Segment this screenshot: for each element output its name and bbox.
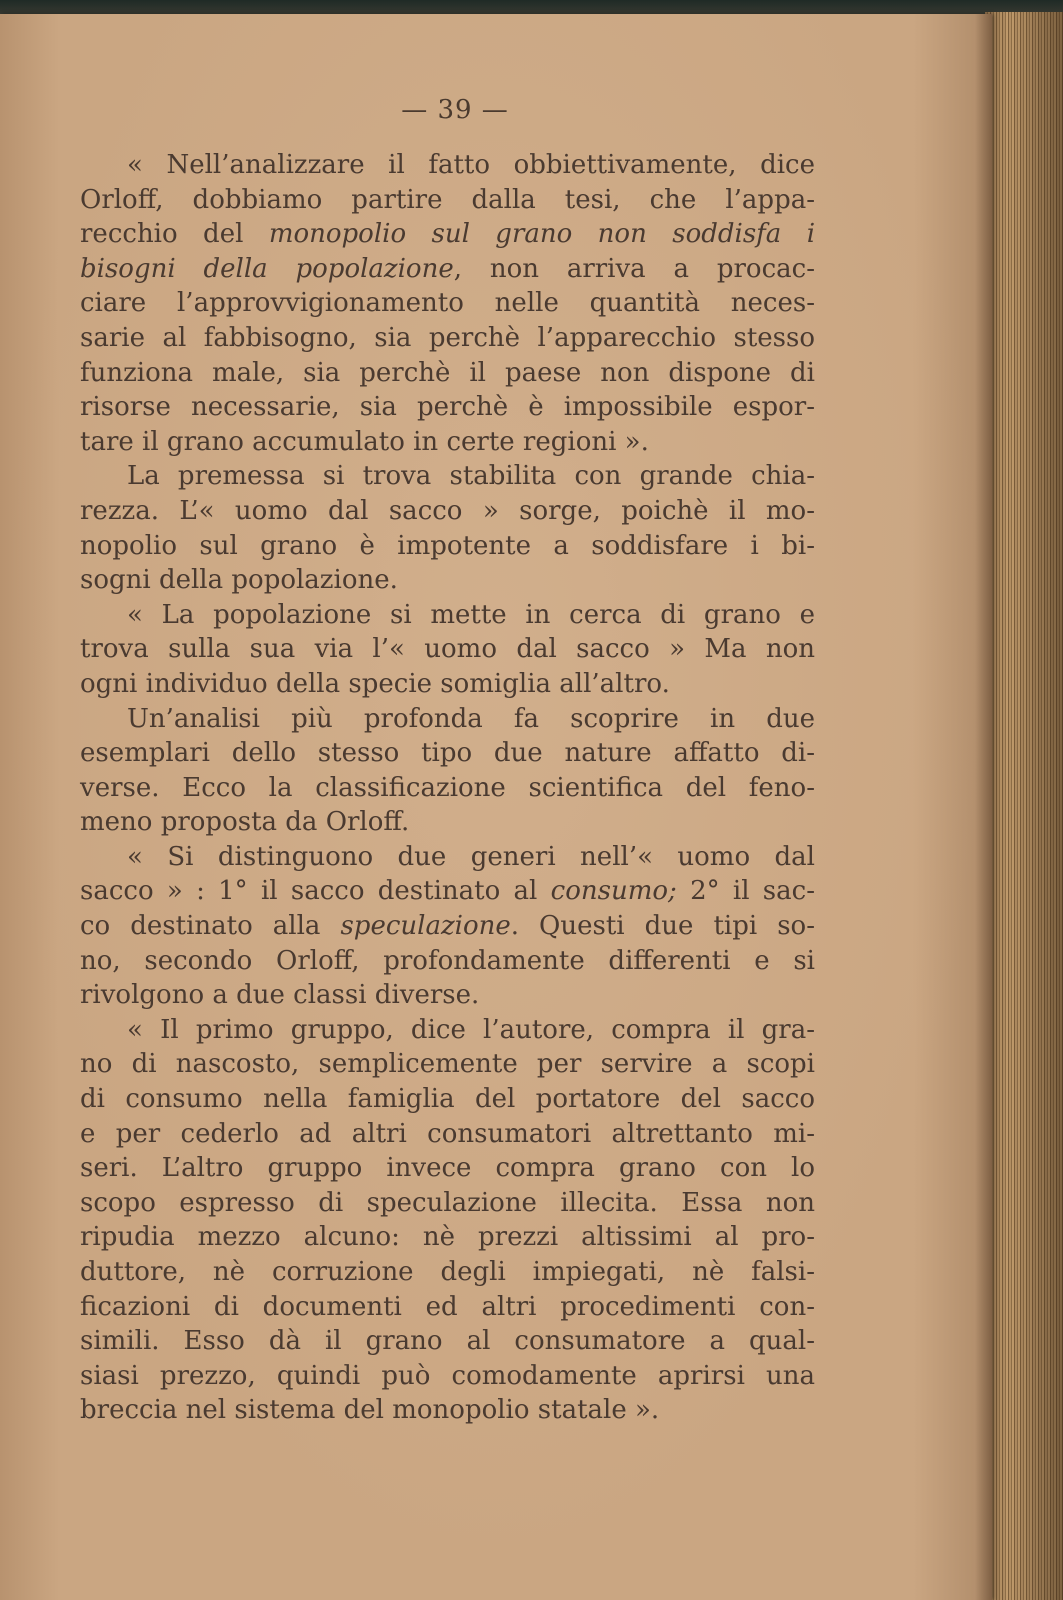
text-run: simili. Esso dà il grano al consumatore a qual- xyxy=(80,1326,815,1357)
text-line xyxy=(80,667,815,702)
text-line xyxy=(80,805,815,840)
text-line xyxy=(80,286,815,321)
text-run: ciare l’approvvigionamento nelle quantità neces- xyxy=(80,288,815,319)
text-line xyxy=(80,909,815,944)
text-run: « Il primo gruppo, dice l’autore, compra il gra- xyxy=(127,1014,815,1045)
text-run: ogni individuo della specie somiglia all’altro. xyxy=(80,668,670,699)
text-run: verse. Ecco la classificazione scientifica del feno- xyxy=(80,772,815,803)
text-line xyxy=(80,702,815,737)
text-line xyxy=(80,874,815,909)
text-line xyxy=(80,1117,815,1152)
text-run: 2° il sac- xyxy=(676,876,815,907)
text-run: trova sulla sua via l’« uomo dal sacco » Ma non xyxy=(80,634,815,665)
text-line xyxy=(80,736,815,771)
text-line xyxy=(80,1324,815,1359)
text-line xyxy=(80,840,815,875)
text-line xyxy=(80,563,815,598)
text-run: breccia nel sistema del monopolio statale ». xyxy=(80,1395,660,1426)
text-line xyxy=(80,183,815,218)
text-run: « Nell’analizzare il fatto obbiettivamente, dice xyxy=(127,150,815,180)
text-line xyxy=(80,148,815,183)
text-line xyxy=(80,390,815,425)
text-line xyxy=(80,632,815,667)
text-run: funziona male, sia perchè il paese non dispone di xyxy=(80,357,815,388)
text-run: di consumo nella famiglia del portatore del sacco xyxy=(80,1084,815,1115)
spine-shadow xyxy=(975,14,992,1600)
italic-text: monopolio sul grano non soddisfa i xyxy=(268,219,816,250)
text-run: esemplari dello stesso tipo due nature affatto di- xyxy=(80,738,815,769)
text-run: « La popolazione si mette in cerca di grano e xyxy=(127,599,815,630)
text-line xyxy=(80,978,815,1013)
text-run: La premessa si trova stabilita con grande chia- xyxy=(127,461,815,492)
text-run: ripudia mezzo alcuno: nè prezzi altissimi al pro- xyxy=(80,1222,815,1253)
italic-text: speculazione xyxy=(340,911,511,942)
text-line xyxy=(80,598,815,633)
text-line xyxy=(80,321,815,356)
text-run: rivolgono a due classi diverse. xyxy=(80,980,480,1011)
text-line xyxy=(80,771,815,806)
text-run: rezza. L’« uomo dal sacco » sorge, poichè il mo- xyxy=(80,495,815,526)
italic-text: consumo; xyxy=(550,876,677,907)
text-run: tare il grano accumulato in certe regioni ». xyxy=(80,426,649,457)
text-run: . Questi due tipi so- xyxy=(510,911,815,942)
text-line xyxy=(80,252,815,287)
text-line xyxy=(80,1082,815,1117)
text-run: ficazioni di documenti ed altri procedimenti con- xyxy=(80,1291,815,1322)
text-run: co destinato alla xyxy=(80,911,341,942)
text-run: risorse necessarie, sia perchè è impossibile espor- xyxy=(80,392,815,423)
text-run: siasi prezzo, quindi può comodamente aprirsi una xyxy=(80,1360,815,1391)
text-run: « Si distinguono due generi nell’« uomo dal xyxy=(127,841,815,872)
text-run: duttore, nè corruzione degli impiegati, nè falsi- xyxy=(80,1257,815,1287)
text-run: seri. L’altro gruppo invece compra grano con lo xyxy=(80,1153,815,1184)
text-run: sogni della popolazione. xyxy=(80,565,398,596)
text-run: , non arriva a procac- xyxy=(453,253,815,284)
text-run: Orloff, dobbiamo partire dalla tesi, che l’appa- xyxy=(80,184,815,215)
text-run: e per cederlo ad altri consumatori altrettanto mi- xyxy=(80,1118,815,1149)
text-line xyxy=(80,1290,815,1325)
text-run: meno proposta da Orloff. xyxy=(80,807,410,838)
text-line xyxy=(80,529,815,564)
italic-text: bisogni della popolazione xyxy=(80,253,454,284)
text-line xyxy=(80,356,815,391)
text-line xyxy=(80,1220,815,1255)
text-run: sarie al fabbisogno, sia perchè l’apparecchio stesso xyxy=(80,322,815,353)
text-line xyxy=(80,425,815,460)
text-line xyxy=(80,1047,815,1082)
body-text xyxy=(80,148,815,1428)
text-run: scopo espresso di speculazione illecita. Essa non xyxy=(80,1187,815,1218)
text-line xyxy=(80,494,815,529)
text-line xyxy=(80,1393,815,1428)
text-run: no, secondo Orloff, profondamente differenti e si xyxy=(80,945,815,976)
text-line xyxy=(80,459,815,494)
text-line xyxy=(80,1151,815,1186)
text-run: recchio del xyxy=(80,219,269,250)
text-run: sacco » : 1° il sacco destinato al xyxy=(80,876,551,907)
text-line xyxy=(80,1255,815,1290)
text-line xyxy=(80,1186,815,1221)
text-line xyxy=(80,944,815,979)
text-line xyxy=(80,1013,815,1048)
text-line xyxy=(80,217,815,252)
page-block-shadow xyxy=(985,12,1063,1600)
text-line xyxy=(80,1359,815,1394)
page-number: — 39 — xyxy=(401,95,509,125)
text-run: no di nascosto, semplicemente per servire a scopi xyxy=(80,1049,815,1080)
text-run: Un’analisi più profonda fa scoprire in due xyxy=(127,703,815,734)
text-run: nopolio sul grano è impotente a soddisfare i bi- xyxy=(80,530,815,561)
